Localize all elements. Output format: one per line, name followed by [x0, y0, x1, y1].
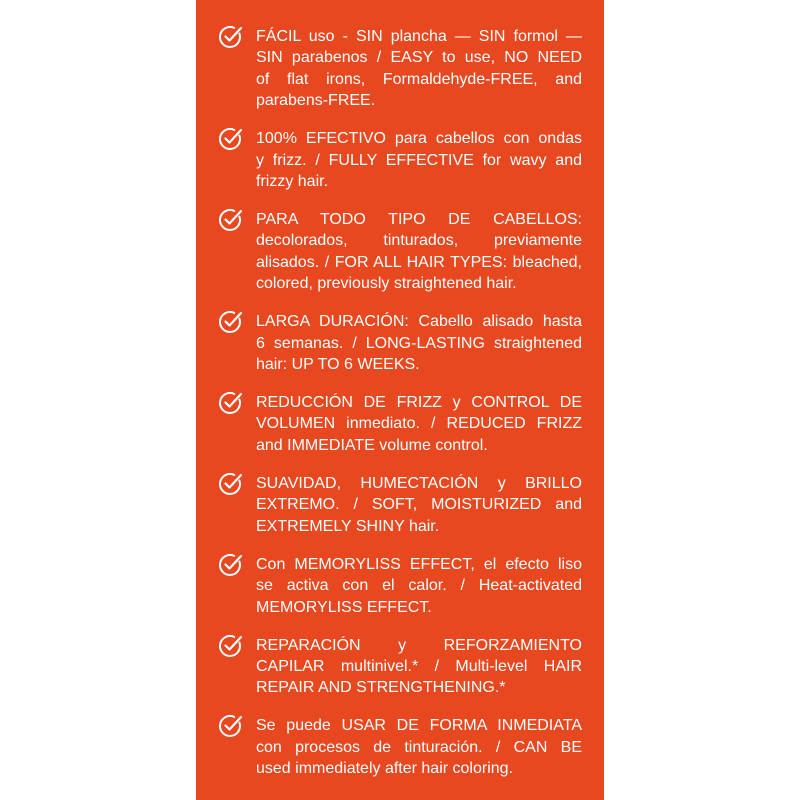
feature-line: Se puede USAR DE FORMA INMEDIATA — [256, 717, 582, 735]
check-circle-icon — [218, 205, 246, 233]
feature-line: REPAIR AND STRENGTHENING.* — [256, 679, 506, 697]
feature-line: alisados. / FOR ALL HAIR TYPES: bleached, — [256, 253, 582, 271]
feature-frizz-control — [218, 392, 582, 456]
feature-line: PARA TODO TIPO DE CABELLOS: — [256, 211, 582, 229]
feature-line: frizzy hair. — [256, 173, 329, 191]
check-circle-icon — [218, 711, 246, 739]
feature-line: and IMMEDIATE volume control. — [256, 436, 488, 454]
feature-line: EXTREMELY SHINY hair. — [256, 517, 440, 535]
feature-line: MEMORYLISS EFFECT. — [256, 598, 432, 616]
check-circle-icon — [218, 388, 246, 416]
check-circle-icon — [218, 124, 246, 152]
feature-line: of flat irons, Formaldehyde-FREE, and — [256, 70, 582, 88]
feature-line: 100% EFECTIVO para cabellos con ondas — [256, 130, 582, 148]
feature-line: VOLUMEN inmediato. / REDUCED FRIZZ — [256, 415, 582, 433]
feature-line: colored, previously straightened hair. — [256, 275, 517, 293]
feature-line: REPARACIÓN y REFORZAMIENTO — [256, 636, 582, 654]
feature-long-lasting — [218, 311, 582, 375]
feature-line: se activa con el calor. / Heat-activated — [256, 577, 582, 595]
feature-panel — [196, 0, 604, 800]
feature-line: 6 semanas. / LONG-LASTING straightened — [256, 334, 582, 352]
feature-immediate-use — [218, 715, 582, 779]
feature-easy-use — [218, 26, 582, 112]
feature-line: CAPILAR multinivel.* / Multi-level HAIR — [256, 657, 582, 675]
feature-line: SIN parabenos / EASY to use, NO NEED — [256, 49, 582, 67]
feature-line: parabens-FREE. — [256, 92, 376, 110]
feature-memoryliss — [218, 554, 582, 618]
feature-softness-shine — [218, 473, 582, 537]
feature-line: FÁCIL uso - SIN plancha — SIN formol — — [256, 28, 582, 45]
feature-line: LARGA DURACIÓN: Cabello alisado hasta — [256, 313, 582, 331]
check-circle-icon — [218, 307, 246, 335]
feature-effective — [218, 128, 582, 192]
feature-line: y frizz. / FULLY EFFECTIVE for wavy and — [256, 151, 582, 169]
feature-all-hair-types — [218, 209, 582, 295]
feature-line: REDUCCIÓN DE FRIZZ y CONTROL DE — [256, 394, 582, 412]
feature-line: used immediately after hair coloring. — [256, 760, 514, 778]
feature-line: EXTREMO. / SOFT, MOISTURIZED and — [256, 496, 582, 514]
feature-line: hair: UP TO 6 WEEKS. — [256, 356, 420, 374]
feature-line: SUAVIDAD, HUMECTACIÓN y BRILLO — [256, 474, 582, 492]
check-circle-icon — [218, 550, 246, 578]
feature-line: Con MEMORYLISS EFFECT, el efecto liso — [256, 555, 582, 573]
check-circle-icon — [218, 469, 246, 497]
check-circle-icon — [218, 22, 246, 50]
feature-line: decolorados, tinturados, previamente — [256, 232, 582, 250]
feature-list — [218, 26, 582, 796]
feature-line: con procesos de tinturación. / CAN BE — [256, 738, 582, 756]
check-circle-icon — [218, 631, 246, 659]
feature-hair-repair — [218, 635, 582, 699]
